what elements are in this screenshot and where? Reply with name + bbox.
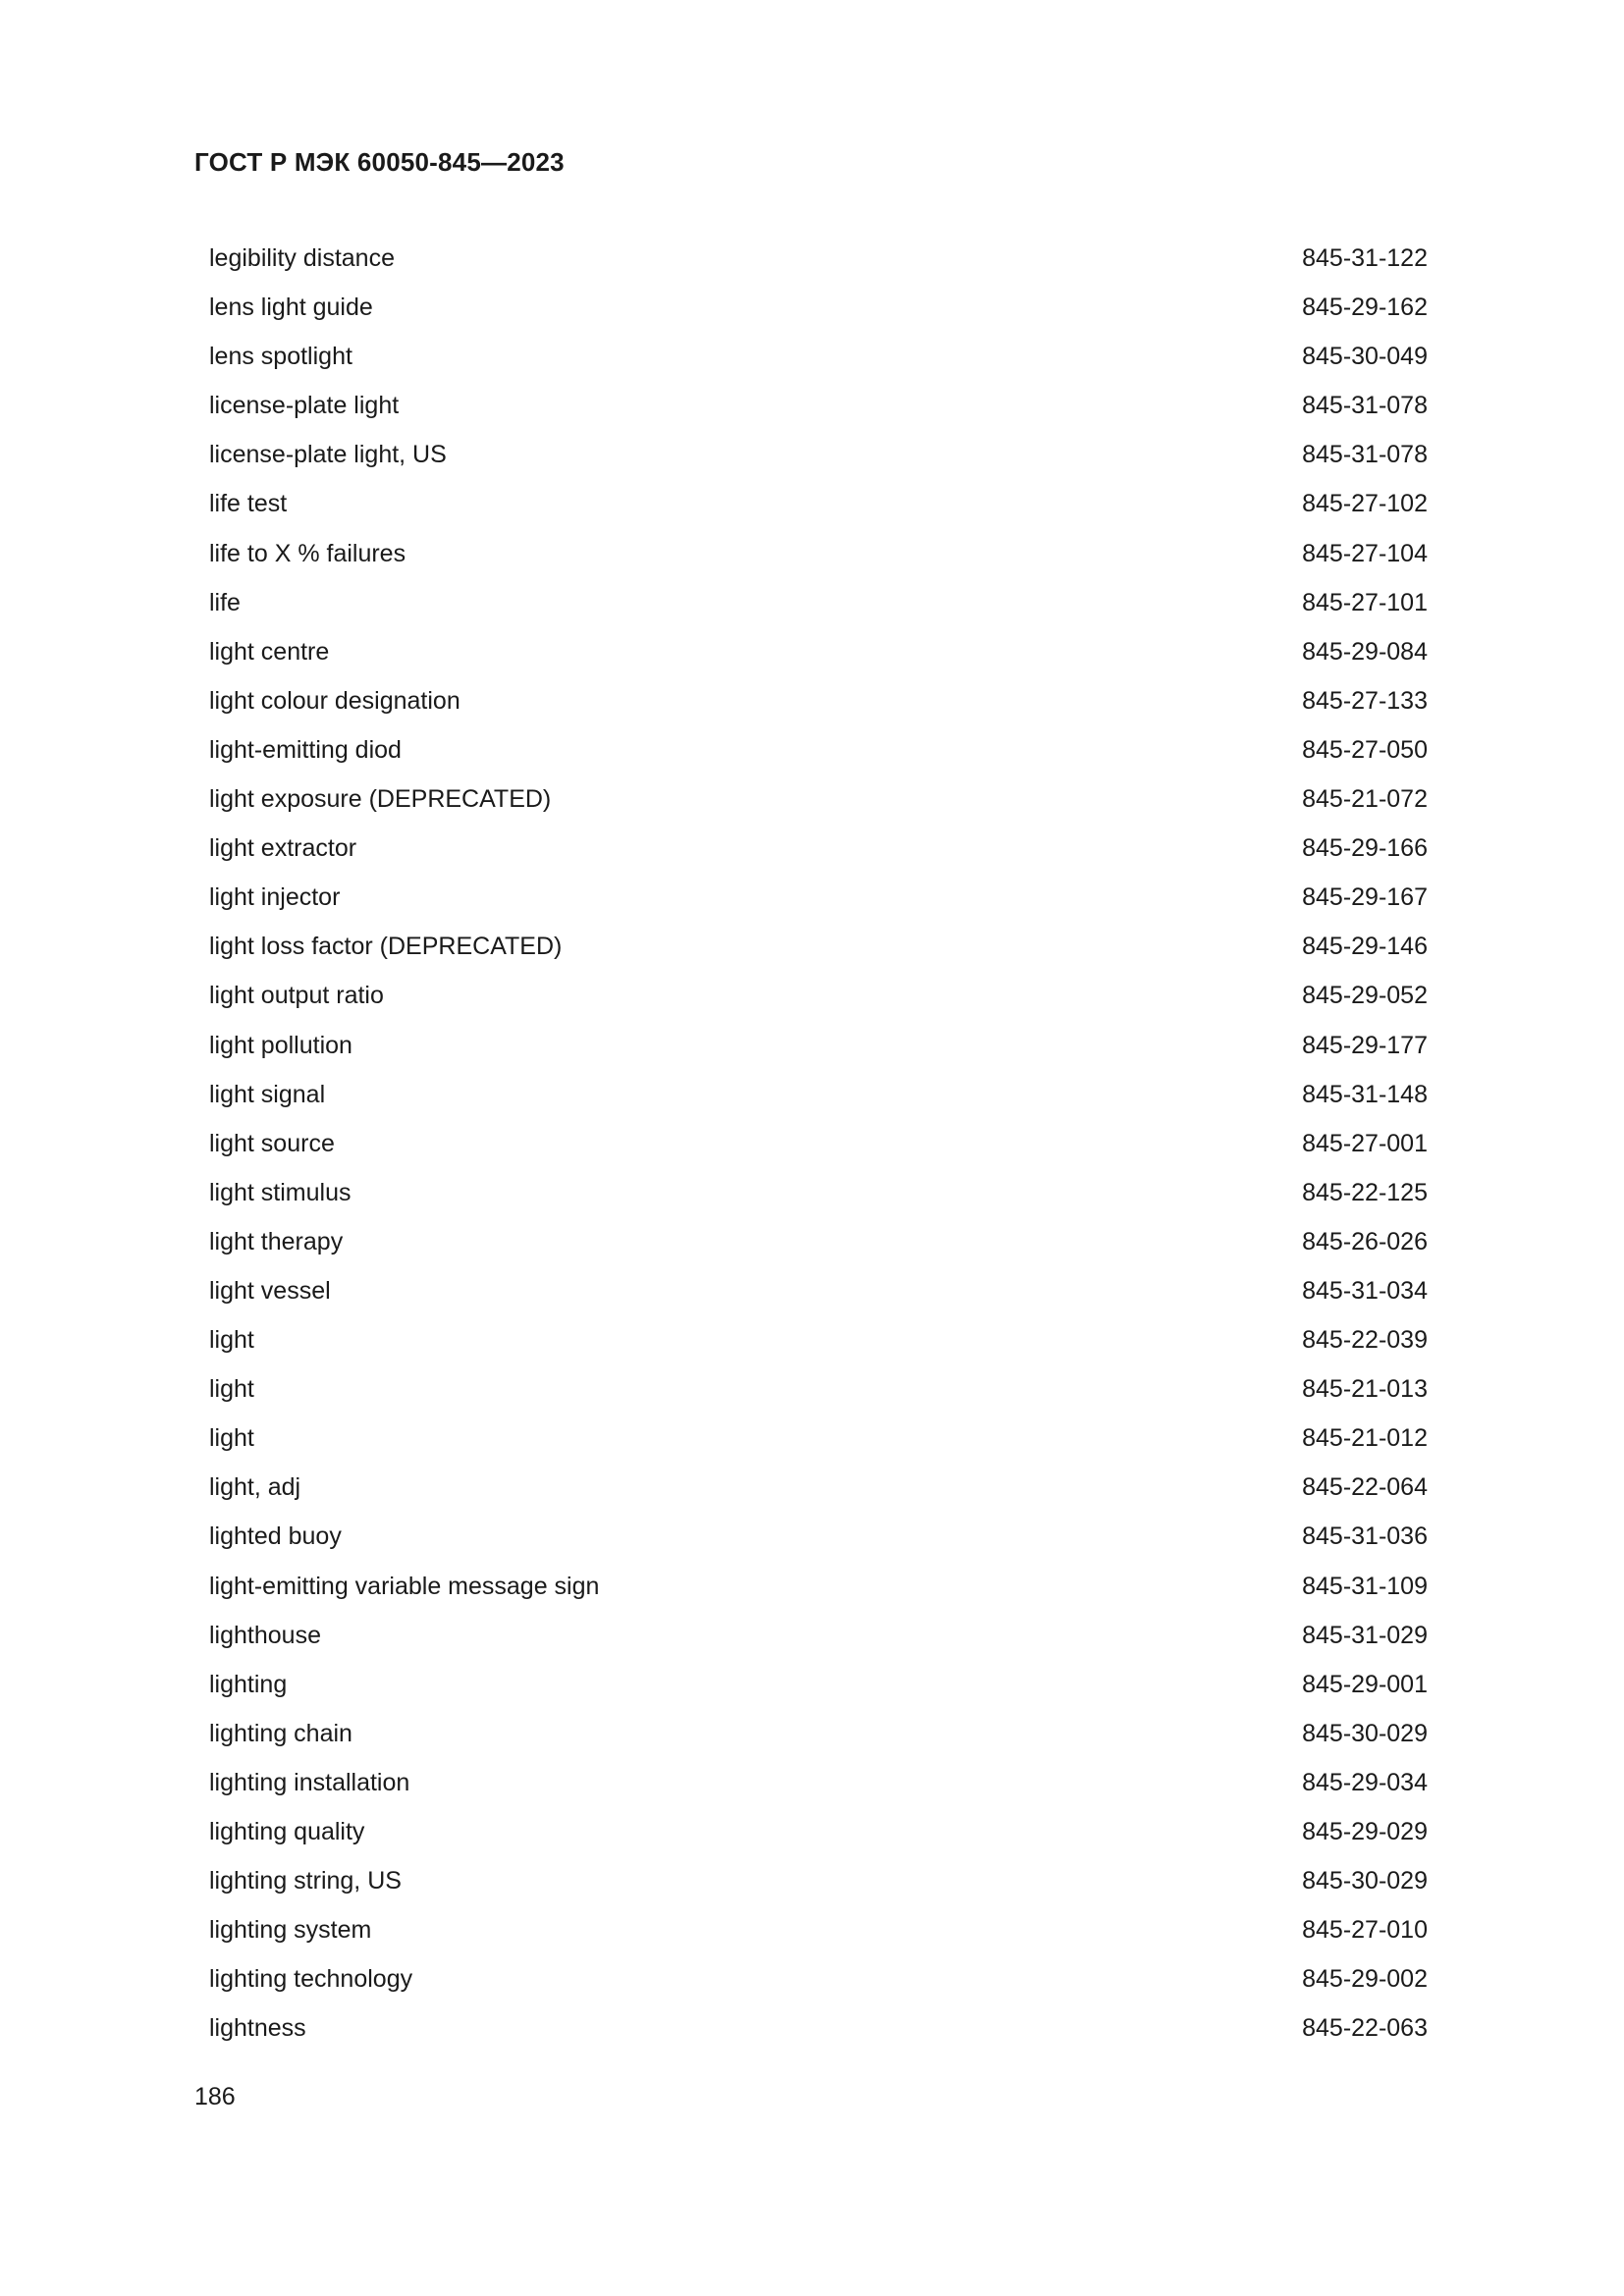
index-term: light vessel: [209, 1276, 331, 1305]
index-row: [209, 1168, 1428, 1217]
index-term: lighting chain: [209, 1719, 352, 1747]
index-code: 845-30-029: [1302, 1867, 1428, 1896]
index-row: [209, 1611, 1428, 1660]
index-row: [209, 1021, 1428, 1070]
index-term: legibility distance: [209, 244, 395, 272]
index-term: light therapy: [209, 1227, 344, 1255]
index-code: 845-31-078: [1302, 392, 1428, 420]
index-code: 845-29-002: [1302, 1965, 1428, 1994]
index-term: lighting system: [209, 1916, 372, 1945]
index-term: lighting quality: [209, 1818, 365, 1845]
index-row: [209, 627, 1428, 676]
index-code: 845-29-034: [1302, 1768, 1428, 1796]
index-code: 845-31-036: [1302, 1522, 1428, 1551]
page-header: ГОСТ Р МЭК 60050-845—2023: [194, 147, 565, 177]
index-code: 845-29-162: [1302, 294, 1428, 322]
index-term: lighting string, US: [209, 1867, 402, 1896]
index-row: [209, 1807, 1428, 1856]
index-term: light exposure (DEPRECATED): [209, 785, 552, 814]
index-code: 845-21-013: [1302, 1375, 1428, 1404]
index-row: [209, 676, 1428, 725]
index-row: [209, 725, 1428, 774]
index-code: 845-27-133: [1302, 686, 1428, 715]
index-term: license-plate light: [209, 392, 400, 420]
index-code: 845-26-026: [1302, 1227, 1428, 1255]
index-code: 845-30-029: [1302, 1719, 1428, 1747]
index-row: [209, 1119, 1428, 1168]
index-row: [209, 1709, 1428, 1758]
index-code: 845-21-012: [1302, 1424, 1428, 1453]
index-row: [209, 873, 1428, 922]
index-code: 845-22-039: [1302, 1326, 1428, 1355]
index-code: 845-31-109: [1302, 1572, 1428, 1600]
index-term: light: [209, 1326, 254, 1355]
index-term: lighting installation: [209, 1768, 410, 1796]
index-term: light, adj: [209, 1473, 301, 1502]
index-code: 845-27-104: [1302, 539, 1428, 567]
index-term: lighting: [209, 1670, 288, 1698]
index-code: 845-31-034: [1302, 1276, 1428, 1305]
index-row: [209, 922, 1428, 971]
index-term: lens light guide: [209, 294, 373, 322]
index-row: [209, 332, 1428, 381]
index-term: lighted buoy: [209, 1522, 342, 1551]
index-code: 845-31-029: [1302, 1621, 1428, 1649]
index-code: 845-21-072: [1302, 785, 1428, 814]
index-row: [209, 824, 1428, 873]
index-term: light: [209, 1424, 254, 1453]
index-row: [209, 381, 1428, 430]
index-term: light pollution: [209, 1031, 352, 1059]
index-code: 845-22-063: [1302, 2014, 1428, 2043]
index-code: 845-29-167: [1302, 883, 1428, 912]
index-term: light output ratio: [209, 982, 384, 1010]
index-term: life test: [209, 490, 288, 518]
index-row: [209, 529, 1428, 578]
index-row: [209, 1954, 1428, 2003]
index-code: 845-29-084: [1302, 637, 1428, 666]
index-code: 845-30-049: [1302, 343, 1428, 371]
index-code: 845-29-177: [1302, 1031, 1428, 1059]
index-term: light source: [209, 1129, 335, 1157]
index-list: [209, 234, 1428, 2053]
index-row: [209, 234, 1428, 283]
index-row: [209, 1562, 1428, 1611]
index-term: light loss factor (DEPRECATED): [209, 933, 563, 961]
page-number: 186: [194, 2083, 236, 2110]
index-term: lighthouse: [209, 1621, 321, 1649]
index-code: 845-22-064: [1302, 1473, 1428, 1502]
index-code: 845-27-010: [1302, 1916, 1428, 1945]
index-code: 845-29-146: [1302, 933, 1428, 961]
index-term: light colour designation: [209, 686, 460, 715]
index-row: [209, 1758, 1428, 1807]
index-term: light-emitting diod: [209, 735, 402, 764]
index-row: [209, 971, 1428, 1020]
index-code: 845-31-148: [1302, 1080, 1428, 1108]
index-row: [209, 774, 1428, 824]
index-code: 845-31-122: [1302, 244, 1428, 272]
index-row: [209, 283, 1428, 332]
index-row: [209, 1660, 1428, 1709]
index-row: [209, 1266, 1428, 1315]
index-code: 845-22-125: [1302, 1178, 1428, 1206]
index-row: [209, 2003, 1428, 2053]
index-row: [209, 479, 1428, 528]
index-term: light injector: [209, 883, 341, 912]
index-term: light-emitting variable message sign: [209, 1572, 600, 1600]
index-term: light signal: [209, 1080, 326, 1108]
index-term: light: [209, 1375, 254, 1404]
index-code: 845-27-102: [1302, 490, 1428, 518]
index-row: [209, 430, 1428, 479]
index-row: [209, 1315, 1428, 1364]
index-code: 845-29-166: [1302, 834, 1428, 863]
index-row: [209, 1905, 1428, 1954]
index-term: light centre: [209, 637, 330, 666]
index-term: light stimulus: [209, 1178, 352, 1206]
index-term: life: [209, 588, 241, 616]
index-code: 845-29-052: [1302, 982, 1428, 1010]
index-code: 845-27-001: [1302, 1129, 1428, 1157]
index-row: [209, 1856, 1428, 1905]
index-code: 845-31-078: [1302, 441, 1428, 469]
index-row: [209, 1414, 1428, 1463]
index-code: 845-29-001: [1302, 1670, 1428, 1698]
index-row: [209, 1217, 1428, 1266]
index-term: light extractor: [209, 834, 357, 863]
index-term: life to X % failures: [209, 539, 406, 567]
index-row: [209, 1512, 1428, 1561]
index-row: [209, 1070, 1428, 1119]
index-code: 845-29-029: [1302, 1818, 1428, 1845]
index-code: 845-27-101: [1302, 588, 1428, 616]
index-row: [209, 1364, 1428, 1414]
index-row: [209, 1463, 1428, 1512]
index-term: license-plate light, US: [209, 441, 447, 469]
index-term: lighting technology: [209, 1965, 413, 1994]
index-term: lens spotlight: [209, 343, 352, 371]
index-term: lightness: [209, 2014, 306, 2043]
index-code: 845-27-050: [1302, 735, 1428, 764]
index-row: [209, 578, 1428, 627]
